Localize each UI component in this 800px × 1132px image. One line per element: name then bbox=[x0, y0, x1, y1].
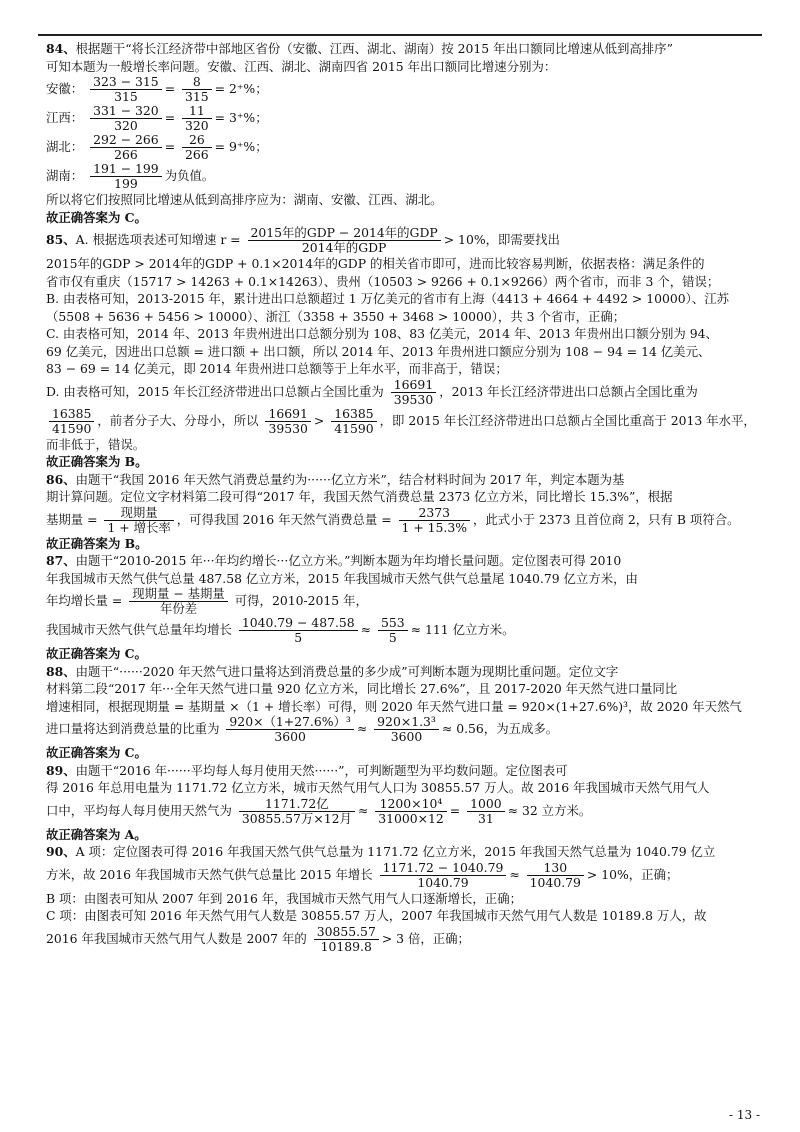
text-segment: 315 bbox=[114, 89, 138, 104]
text-segment: 我国城市天然气供气总量年均增长 bbox=[46, 622, 236, 637]
text-segment: 1040.79 bbox=[417, 874, 469, 890]
text-segment: 41590 bbox=[52, 420, 92, 436]
text-segment: 315 bbox=[185, 89, 209, 104]
text-segment: 292 − 266 bbox=[90, 133, 162, 148]
fraction bbox=[391, 378, 436, 407]
text-segment: = 9⁺%； bbox=[214, 139, 268, 154]
text-segment: ，可得我国 2016 年天然气消费总量 = bbox=[176, 511, 396, 527]
text-segment: ≈ 0.56，为五成多。 bbox=[441, 721, 559, 736]
fraction bbox=[331, 407, 376, 436]
fraction bbox=[90, 75, 162, 104]
fraction bbox=[182, 104, 212, 133]
text-segment: 口中，平均每人每月使用天然气为 bbox=[46, 802, 232, 818]
text-segment: 1171.72 − 1040.79 bbox=[380, 861, 507, 876]
text-segment: 86、 bbox=[46, 471, 76, 487]
text-segment: 年份差 bbox=[159, 601, 198, 616]
text-segment: 30855.57 bbox=[314, 925, 379, 940]
text-segment: 90、 bbox=[46, 844, 76, 859]
text-segment: 年均增长量 = bbox=[46, 593, 127, 608]
q87-line-2: 年我国城市天然气供气总量 487.58 亿立方米，2015 年我国城市天然气供气总量尾 1040.79 亿立方米，由 bbox=[46, 570, 638, 586]
text-segment: 5 bbox=[294, 630, 303, 645]
q87-line-3 bbox=[46, 587, 758, 616]
q84-anhui: 安徽： $\frac{323 - 315}{315}$ = $\frac{8}{315}$ = 2⁺%； bbox=[46, 75, 268, 104]
fraction bbox=[467, 797, 505, 826]
text-segment: 39530 bbox=[393, 391, 434, 407]
text-segment: 8 bbox=[182, 75, 212, 90]
q88-line-4: 进口量将达到消费总量的比重为 $\frac{\text{920×（1+27.6\%）³}}{3600}$ ≈ $\frac{\text{920×1.3³}}{3600}$ ≈ 0.56，为五成多。 bbox=[46, 715, 559, 744]
text-segment: 16691 bbox=[391, 378, 436, 393]
fraction bbox=[265, 407, 310, 436]
text-segment: 根据题干“将长江经济带中部地区省份（安徽、江西、湖北、湖南）按 2015 年出口额同比增速从低到高排序” bbox=[75, 41, 673, 56]
text-segment: 由题干“2016 年······平均每人每月使用天然······”，可判断题型为平均数问题。定位图表可 bbox=[75, 762, 568, 778]
text-segment: 安徽： bbox=[46, 81, 84, 96]
text-segment: > 10%，正确； bbox=[586, 866, 679, 882]
text-segment: 39530 bbox=[268, 420, 308, 436]
text-segment: 2014年的GDP bbox=[301, 240, 387, 255]
fraction bbox=[380, 861, 507, 890]
text-segment: 920×1.3³ bbox=[374, 715, 439, 730]
q85-answer: 故正确答案为 B。 bbox=[46, 454, 148, 469]
text-segment: 1200×10⁴ bbox=[375, 797, 447, 812]
text-segment: 41590 bbox=[334, 420, 374, 436]
text-segment: 266 bbox=[114, 147, 138, 162]
q86-line-1 bbox=[46, 471, 758, 489]
q84-order: 所以将它们按照同比增速从低到高排序应为：湖南、安徽、江西、湖北。 bbox=[46, 192, 443, 207]
text-segment: 由题干“我国 2016 年天然气消费总量约为······亿立方米”，结合材料时间为 2017 年，判定本题为基 bbox=[75, 471, 625, 487]
text-segment: 323 − 315 bbox=[90, 75, 162, 90]
text-segment: 89、 bbox=[46, 762, 76, 778]
fraction bbox=[90, 133, 162, 162]
page-number: - 13 - bbox=[728, 1108, 760, 1122]
text-segment: 2016 年我国城市天然气用气人数是 2007 年的 bbox=[46, 930, 307, 946]
q85-line-11: 而非低于，错误。 bbox=[46, 436, 146, 452]
q87-answer: 故正确答案为 C。 bbox=[46, 646, 147, 661]
text-segment: 1 + 增长率 bbox=[107, 519, 171, 535]
text-segment: 2373 bbox=[399, 506, 471, 521]
fraction bbox=[129, 587, 228, 616]
text-segment: ，前者分子大、分母小，所以 bbox=[97, 412, 259, 428]
text-segment: 为负值。 bbox=[164, 168, 215, 183]
q84-jiangxi: 江西： $\frac{331 - 320}{320}$ = $\frac{11}{320}$ = 3⁺%； bbox=[46, 104, 268, 133]
text-segment: 可得，2010-2015 年， bbox=[230, 593, 368, 608]
text-segment: 87、 bbox=[46, 553, 76, 568]
q85-line-4: B. 由表格可知，2013-2015 年，累计进出口总额超过 1 万亿美元的省市有上海（4413 + 4664 + 4492 > 10000）、江苏 bbox=[46, 291, 730, 306]
q84-answer: 故正确答案为 C。 bbox=[46, 209, 147, 225]
text-segment: 16385 bbox=[49, 407, 94, 422]
fraction bbox=[90, 104, 162, 133]
fraction bbox=[182, 75, 212, 104]
q87-line-1 bbox=[46, 552, 758, 570]
q85-line-8: 83 − 69 = 14 亿美元，即 2014 年贵州进口总额等于上年水平，而非高于，错误； bbox=[46, 361, 508, 376]
text-segment: A. 根据选项表述可知增速 bbox=[75, 232, 221, 247]
text-segment: 现期量 − 基期量 bbox=[129, 587, 228, 602]
text-segment: = 2⁺%； bbox=[214, 81, 268, 96]
text-segment: ≈ 32 立方米。 bbox=[507, 802, 592, 818]
q88-answer: 故正确答案为 C。 bbox=[46, 745, 147, 760]
text-segment: = 3⁺%； bbox=[214, 110, 268, 125]
q86-answer: 故正确答案为 B。 bbox=[46, 535, 148, 551]
q90-line-5 bbox=[46, 925, 758, 954]
q84-line-1 bbox=[46, 40, 758, 58]
text-segment: 由题干“2010-2015 年···年均约增长···亿立方米。”判断本题为年均增长量问题。定位图表可得 2010 bbox=[75, 553, 622, 568]
text-segment: 现期量 bbox=[104, 506, 173, 521]
fraction bbox=[49, 407, 94, 436]
text-segment: 26 bbox=[182, 133, 212, 148]
q90-line-1 bbox=[46, 843, 758, 861]
text-segment: 266 bbox=[185, 147, 209, 162]
fraction bbox=[226, 715, 353, 744]
text-segment: 基期量 = bbox=[46, 511, 102, 527]
text-segment: 江西： bbox=[46, 110, 84, 125]
q84-hunan bbox=[46, 162, 758, 191]
q88-line-1 bbox=[46, 663, 758, 681]
text-segment: 320 bbox=[114, 118, 138, 133]
text-segment: ，即 2015 年长江经济带进出口总额占全国比重高于 2013 年水平， bbox=[379, 412, 756, 428]
text-segment: 1040.79 − 487.58 bbox=[239, 616, 358, 631]
q85-line-7: 69 亿美元，因进出口总额 = 进口额 + 出口额，所以 2014 年、2013 年贵州进口额应分别为 108 − 94 = 14 亿美元、 bbox=[46, 343, 711, 359]
q90-line-4: C 项：由图表可知 2016 年天然气用气人数是 30855.57 万人，2007 年我国城市天然气用气人数是 10189.8 万人，故 bbox=[46, 908, 707, 923]
answer-page bbox=[46, 40, 758, 954]
text-segment: 方米，故 2016 年我国城市天然气供气总量比 2015 年增长 bbox=[46, 866, 373, 882]
text-segment: 湖北： bbox=[46, 139, 84, 154]
q88-line-3: 增速相同，根据现期量 = 基期量 ×（1 + 增长率）可得，则 2020 年天然气进口量 = 920×(1+27.6%)³，故 2020 年天然气 bbox=[46, 698, 742, 714]
q86-line-2: 期计算问题。定位文字材料第二段可得“2017 年，我国天然气消费总量 2373 亿立方米，同比增长 15.3%”，根据 bbox=[46, 489, 673, 504]
q85-line-6: C. 由表格可知，2014 年、2013 年贵州进出口总额分别为 108、83 亿美元，2014 年、2013 年贵州出口额分别为 94、 bbox=[46, 326, 718, 341]
text-segment: A 项：定位图表可得 2016 年我国天然气供气总量为 1171.72 亿立方米，2015 年我国天然气总量为 1040.79 亿立 bbox=[75, 844, 716, 859]
text-segment: 16385 bbox=[331, 407, 376, 422]
text-segment: 1000 bbox=[467, 797, 505, 812]
text-segment: 1040.79 bbox=[529, 874, 581, 890]
text-segment: 331 − 320 bbox=[90, 104, 162, 119]
q84-line-2: 可知本题为一般增长率问题。安徽、江西、湖北、湖南四省 2015 年出口额同比增速分别为： bbox=[46, 58, 557, 74]
text-segment: 进口量将达到消费总量的比重为 bbox=[46, 721, 220, 736]
q84-hubei: 湖北： $\frac{292 - 266}{266}$ = $\frac{26}{266}$ = 9⁺%； bbox=[46, 133, 268, 162]
q85-line-5: （5508 + 5636 + 5456 > 10000）、浙江（3358 + 3550 + 3468 > 10000），共 3 个省市，正确； bbox=[46, 308, 626, 324]
fraction bbox=[527, 861, 584, 890]
fraction bbox=[248, 226, 441, 255]
text-segment: 31000×12 bbox=[378, 810, 444, 826]
text-segment: 320 bbox=[185, 118, 209, 133]
fraction bbox=[374, 715, 439, 744]
fraction bbox=[239, 797, 355, 826]
text-segment: > 10%，即需要找出 bbox=[443, 232, 560, 247]
text-segment: 31 bbox=[477, 810, 494, 826]
text-segment: 由题干“······2020 年天然气进口量将达到消费总量的多少成”可判断本题为现期比重问题。定位文字 bbox=[75, 663, 619, 679]
header-rule bbox=[38, 34, 762, 36]
fraction bbox=[314, 925, 379, 954]
text-segment: 88、 bbox=[46, 663, 76, 679]
fraction bbox=[182, 133, 212, 162]
text-segment: 1 + 15.3% bbox=[401, 519, 468, 535]
q89-line-1 bbox=[46, 762, 758, 780]
text-segment: 130 bbox=[527, 861, 584, 876]
q89-line-2: 得 2016 年总用电量为 1171.72 亿立方米，城市天然气用气人口为 30855.57 万人。故 2016 年我国城市天然气用气人 bbox=[46, 780, 710, 795]
q85-line-3: 省市仅有重庆（15717 > 14263 + 0.1×14263）、贵州（10503 > 9266 + 0.1×9266）两个省市，而非 3 个，错误； bbox=[46, 273, 720, 289]
fraction bbox=[399, 506, 471, 535]
fraction bbox=[378, 616, 408, 645]
q85-line-9 bbox=[46, 378, 758, 407]
text-segment: 3600 bbox=[274, 729, 306, 744]
text-segment: ≈ 111 亿立方米。 bbox=[410, 622, 515, 637]
text-segment: 3600 bbox=[390, 729, 423, 744]
text-segment: 5 bbox=[388, 630, 397, 645]
q85-line-2: 2015年的GDP > 2014年的GDP + 0.1×2014年的GDP 的相关省市即可，进而比较容易判断，依据表格：满足条件的 bbox=[46, 256, 705, 271]
text-segment: 11 bbox=[182, 104, 212, 119]
text-segment: ，2013 年长江经济带进出口总额占全国比重为 bbox=[439, 383, 698, 399]
text-segment: 920×（1+27.6%）³ bbox=[226, 715, 353, 730]
q89-answer: 故正确答案为 A。 bbox=[46, 826, 147, 842]
q87-line-4: 我国城市天然气供气总量年均增长 $\frac{1040.79 - 487.58}{5}$ ≈ $\frac{553}{5}$ ≈ 111 亿立方米。 bbox=[46, 616, 515, 645]
fraction bbox=[104, 506, 173, 535]
text-segment: 2015年的GDP − 2014年的GDP bbox=[248, 226, 441, 241]
q89-line-3: 口中，平均每人每月使用天然气为 $\frac{\text{1171.72亿}}{\text{30855.57万×12月}}$ ≈ $\frac{\text{1200×10⁴}}{31000\times 12}$ = $\frac{1000}{31}$ ≈ 32 立方米。 bbox=[46, 796, 592, 826]
text-segment: 1171.72亿 bbox=[239, 797, 355, 812]
fraction bbox=[375, 797, 447, 826]
fraction bbox=[239, 616, 358, 645]
text-segment: D. 由表格可知，2015 年长江经济带进出口总额占全国比重为 bbox=[46, 383, 384, 399]
text-segment: > 3 倍，正确； bbox=[381, 930, 470, 946]
q86-line-3 bbox=[46, 506, 758, 535]
text-segment: 湖南： bbox=[46, 168, 84, 183]
text-segment: 84、 bbox=[46, 41, 76, 56]
q90-line-2: 方米，故 2016 年我国城市天然气供气总量比 2015 年增长 $\frac{1171.72 - 1040.79}{1040.79}$ ≈ $\frac{130}{1040.79}$ > 10%，正确； bbox=[46, 860, 679, 890]
q85-line-1 bbox=[46, 226, 758, 255]
text-segment: r = bbox=[220, 232, 245, 247]
q85-line-10: $\frac{16385}{41590}$ ，前者分子大、分母小，所以 $\frac{16691}{39530}$ > $\frac{16385}{41590}$ ，即 2015 年长江经济带进出口总额占全国比重高于 2013 年水平， bbox=[46, 407, 758, 436]
text-segment: 16691 bbox=[265, 407, 310, 422]
text-segment: 85、 bbox=[46, 232, 76, 247]
text-segment: 10189.8 bbox=[320, 938, 372, 954]
q88-line-2: 材料第二段“2017 年···全年天然气进口量 920 亿立方米，同比增长 27.6%”，且 2017-2020 年天然气进口量同比 bbox=[46, 681, 678, 696]
text-segment: 553 bbox=[378, 616, 408, 631]
q90-line-3: B 项：由图表可知从 2007 年到 2016 年，我国城市天然气用气人口逐渐增长，正确； bbox=[46, 890, 522, 906]
text-segment: ，此式小于 2373 且首位商 2，只有 B 项符合。 bbox=[473, 511, 740, 527]
text-segment: 30855.57万×12月 bbox=[241, 810, 352, 826]
text-segment: 199 bbox=[114, 176, 138, 191]
text-segment: 191 − 199 bbox=[90, 162, 162, 177]
fraction bbox=[90, 162, 162, 191]
